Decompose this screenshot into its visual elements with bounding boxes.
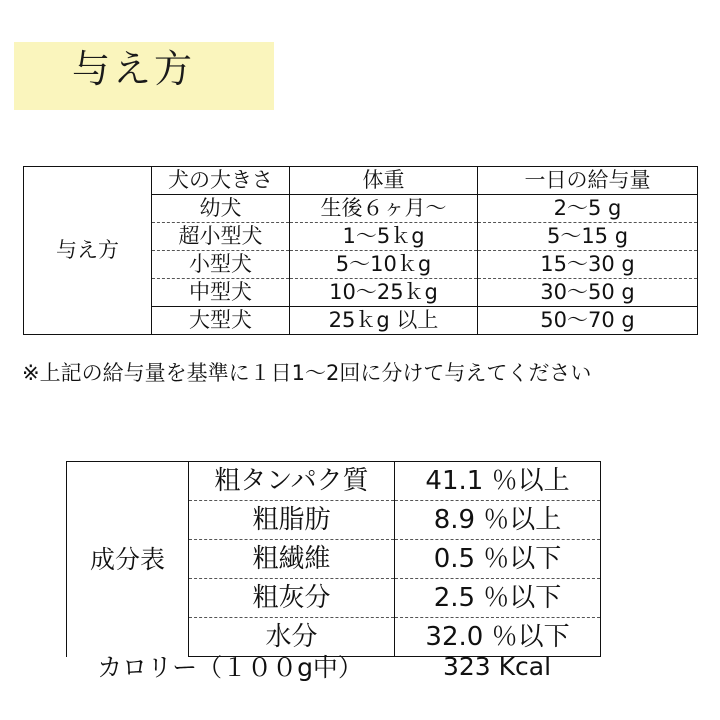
- cell-dog-size: 小型犬: [152, 251, 290, 279]
- cell-nutrient-value: 32.0 ％以下: [395, 618, 601, 657]
- cell-nutrient-value: 8.9 ％以上: [395, 501, 601, 540]
- cell-weight: 25ｋg 以上: [290, 307, 478, 335]
- cell-daily-amount: 5〜15 g: [478, 223, 698, 251]
- column-header-daily-amount: 一日の給与量: [478, 167, 698, 195]
- cell-weight: 1〜5ｋg: [290, 223, 478, 251]
- cell-nutrient-name: 粗繊維: [189, 540, 395, 579]
- feeding-note: ※上記の給与量を基準に１日1〜2回に分けて与えてください: [22, 361, 592, 385]
- cell-nutrient-value: 0.5 ％以下: [395, 540, 601, 579]
- cell-dog-size: 中型犬: [152, 279, 290, 307]
- cell-weight: 10〜25ｋg: [290, 279, 478, 307]
- feeding-guide-table: [23, 166, 698, 335]
- feeding-table-row-label: 与え方: [24, 167, 152, 335]
- calorie-label: カロリー（１００g中）: [97, 653, 363, 682]
- column-header-dog-size: 犬の大きさ: [152, 167, 290, 195]
- cell-weight: 生後６ヶ月〜: [290, 195, 478, 223]
- cell-nutrient-value: 41.1 ％以上: [395, 462, 601, 501]
- cell-daily-amount: 2〜5 g: [478, 195, 698, 223]
- composition-table: [66, 461, 601, 657]
- cell-weight: 5〜10ｋg: [290, 251, 478, 279]
- table-row: [67, 462, 601, 501]
- cell-dog-size: 幼犬: [152, 195, 290, 223]
- cell-dog-size: 超小型犬: [152, 223, 290, 251]
- cell-nutrient-name: 粗タンパク質: [189, 462, 395, 501]
- cell-dog-size: 大型犬: [152, 307, 290, 335]
- column-header-weight: 体重: [290, 167, 478, 195]
- cell-nutrient-name: 粗灰分: [189, 579, 395, 618]
- page-title: 与え方: [72, 47, 196, 91]
- cell-daily-amount: 15〜30 g: [478, 251, 698, 279]
- cell-nutrient-name: 粗脂肪: [189, 501, 395, 540]
- composition-table-row-label: 成分表: [67, 462, 189, 657]
- calorie-value: 323 Kcal: [442, 651, 552, 681]
- cell-daily-amount: 50〜70 g: [478, 307, 698, 335]
- cell-nutrient-value: 2.5 ％以下: [395, 579, 601, 618]
- calorie-row: [66, 648, 600, 684]
- cell-nutrient-name: 水分: [189, 618, 395, 657]
- cell-daily-amount: 30〜50 g: [478, 279, 698, 307]
- table-row: [24, 167, 698, 195]
